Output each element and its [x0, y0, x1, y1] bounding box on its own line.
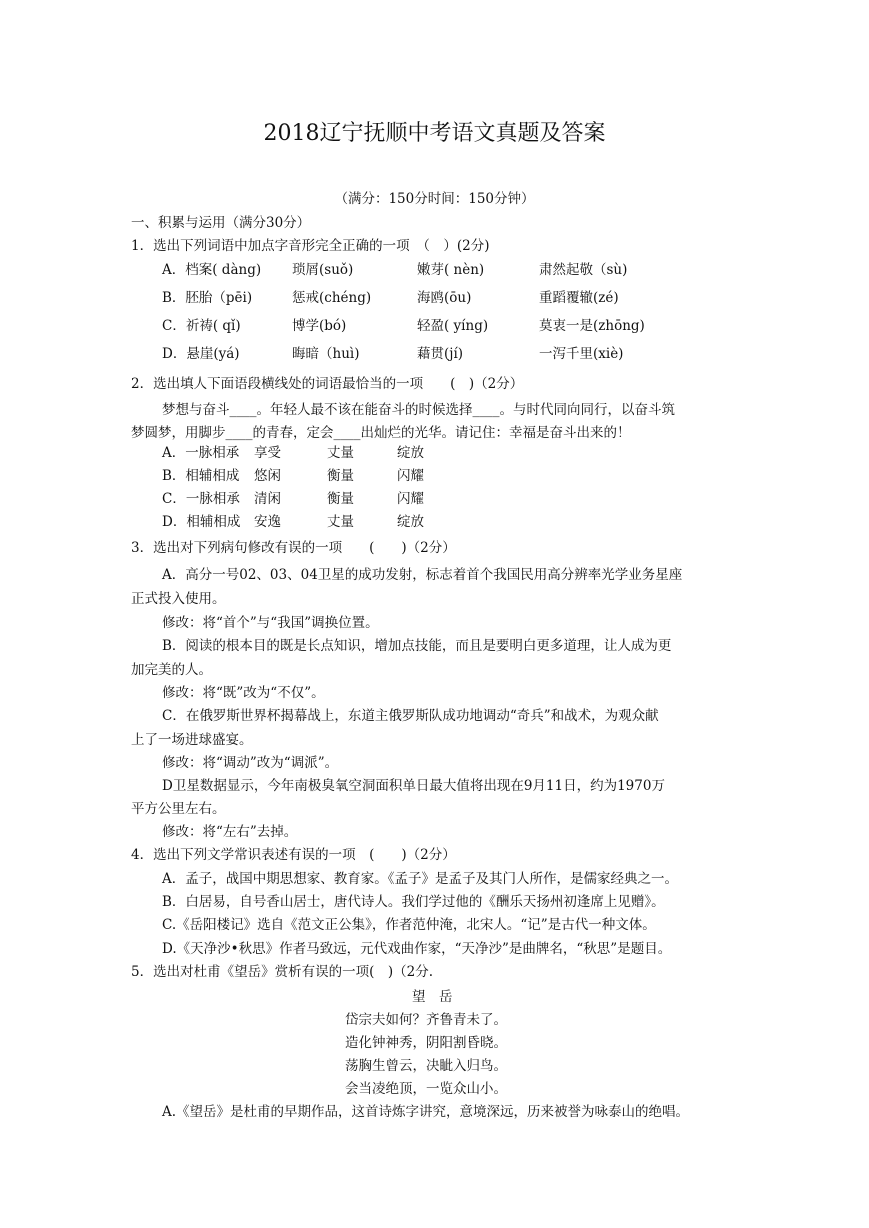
q1-option-d-2: 晦暗（huì) — [292, 346, 360, 362]
q1-option-a-1: A．档案( dàng) — [162, 262, 262, 278]
q1-option-b-4: 重蹈覆辙(zé) — [539, 290, 619, 306]
question-2-passage-line-1: 梦想与奋斗____。年轻人最不该在能奋斗的时候选择____。与时代同向同行，以奋斗筑 — [162, 402, 675, 418]
question-2-options — [162, 444, 467, 531]
q3-line: A．高分一号02、03、04卫星的成功发射，标志着首个我国民用高分辨率光学业务星座 — [162, 567, 683, 583]
poem-line: 岱宗夫如何？齐鲁青未了。 — [345, 1012, 507, 1028]
q2-option-b-2: 悠闲 — [254, 468, 281, 484]
q2-option-b-1: B．相辅相成 — [162, 468, 240, 484]
q4-option: C.《岳阳楼记》选自《范文正公集》，作者范仲淹，北宋人。“记”是古代一种文体。 — [162, 917, 656, 933]
q1-option-a-3: 嫩芽( nèn) — [417, 262, 485, 278]
q3-line: B．阅读的根本目的既是长点知识，增加点技能，而且是要明白更多道理，让人成为更 — [162, 638, 672, 654]
section-heading: 一、积累与运用（满分30分） — [131, 215, 311, 231]
q2-option-a-2: 享受 — [254, 445, 281, 461]
q1-option-d-4: 一泻千里(xiè) — [539, 346, 624, 362]
poem-line: 荡胸生曾云，决眦入归鸟。 — [345, 1058, 507, 1074]
q5-option-a: A.《望岳》是杜甫的早期作品，这首诗炼字讲究，意境深远，历来被誉为咏泰山的绝唱。 — [162, 1104, 690, 1120]
q1-option-b-1: B．胚胎（pēi) — [162, 290, 253, 306]
poem-line: 造化钟神秀，阴阳割昏晓。 — [345, 1035, 507, 1051]
q2-option-c-4: 闪耀 — [397, 491, 424, 507]
q1-option-b-2: 惩戒(chéng) — [292, 290, 372, 306]
q4-option: A．孟子，战国中期思想家、教育家。《孟子》是孟子及其门人所作，是儒家经典之一。 — [162, 871, 678, 887]
question-5-stem: 5．选出对杜甫《望岳》赏析有误的一项( )（2分. — [131, 964, 434, 980]
q1-option-c-1: C．祈祷( qǐ) — [162, 318, 241, 334]
q3-line: C．在俄罗斯世界杯揭幕战上，东道主俄罗斯队成功地调动“奇兵”和战术，为观众献 — [162, 708, 659, 724]
question-1-stem: 1．选出下列词语中加点字音形完全正确的一项 （ ）(2分) — [131, 238, 490, 254]
q2-option-d-2: 安逸 — [254, 514, 281, 530]
q2-option-d-3: 丈量 — [327, 514, 354, 530]
q3-line: 加完美的人。 — [131, 662, 212, 678]
page-title: 2018辽宁抚顺中考语文真题及答案 — [263, 121, 606, 146]
q4-option: B．白居易，自号香山居士，唐代诗人。我们学过他的《酬乐天扬州初逢席上见赠》。 — [162, 894, 665, 910]
q3-line: 修改：将“左右”去掉。 — [162, 824, 298, 840]
q2-option-b-3: 衡量 — [327, 468, 354, 484]
poem-line: 会当凌绝顶，一览众山小。 — [345, 1081, 507, 1097]
q4-option: D.《天净沙•秋思》作者马致远，元代戏曲作家，“天净沙”是曲牌名，“秋思”是题目。 — [162, 941, 672, 957]
q1-option-a-4: 肃然起敬（sù) — [539, 262, 628, 278]
q3-line: 修改：将“调动”改为“调派”。 — [162, 755, 339, 771]
q1-option-d-3: 藉贯(jí) — [417, 346, 464, 362]
exam-meta: （满分：150分时间：150分钟） — [334, 191, 535, 207]
q2-option-c-2: 清闲 — [254, 491, 281, 507]
q2-option-a-4: 绽放 — [397, 445, 424, 461]
q3-line: 修改：将“既”改为“不仅”。 — [162, 685, 325, 701]
q2-option-a-3: 丈量 — [327, 445, 354, 461]
q1-option-d-1: D．悬崖(yá) — [162, 346, 240, 362]
q3-line: 平方公里左右。 — [131, 801, 226, 817]
question-1-options — [162, 261, 689, 363]
question-2-stem: 2．选出填人下面语段横线处的词语最恰当的一项 ( )（2分） — [131, 376, 524, 392]
poem-title: 望 岳 — [412, 989, 453, 1005]
q2-option-b-4: 闪耀 — [397, 468, 424, 484]
q3-line: D卫星数据显示，今年南极臭氧空洞面积单日最大值将出现在9月11日，约为1970万 — [162, 778, 665, 794]
q3-line: 正式投入使用。 — [131, 591, 226, 607]
q2-option-d-4: 绽放 — [397, 514, 424, 530]
question-2-passage-line-2: 梦圆梦，用脚步____的青春，定会____出灿烂的光华。请记住：幸福是奋斗出来的！ — [131, 425, 631, 441]
q2-option-a-1: A．一脉相承 — [162, 445, 240, 461]
question-3-stem: 3．选出对下列病句修改有误的一项 ( )（2分） — [131, 540, 456, 556]
q3-line: 修改：将“首个”与“我国”调换位置。 — [162, 615, 379, 631]
question-4-stem: 4．选出下列文学常识表述有误的一项 ( )（2分） — [131, 847, 456, 863]
q1-option-c-3: 轻盈( yíng) — [417, 318, 489, 334]
q3-line: 上了一场进球盛宴。 — [131, 732, 253, 748]
q2-option-c-1: C．一脉相承 — [162, 491, 240, 507]
q1-option-c-4: 莫衷一是(zhōng) — [539, 318, 645, 334]
q1-option-b-3: 海鸥(ōu) — [417, 290, 472, 306]
q1-option-c-2: 博学(bó) — [292, 318, 347, 334]
q2-option-c-3: 衡量 — [327, 491, 354, 507]
q2-option-d-1: D．相辅相成 — [162, 514, 241, 530]
q1-option-a-2: 琐屑(suǒ) — [292, 262, 354, 278]
